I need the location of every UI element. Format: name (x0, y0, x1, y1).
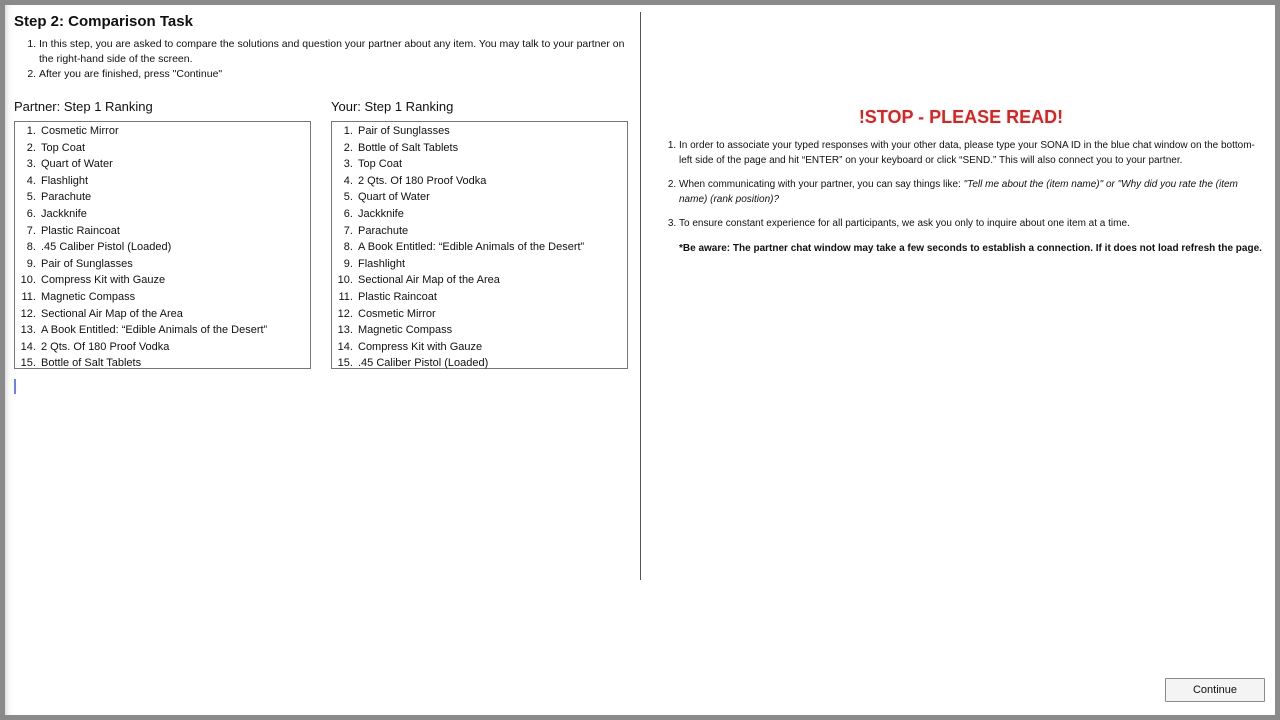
partner-rank-item: 9 . Pair of Sunglasses (15, 256, 310, 273)
partner-rank-label: Pair of Sunglasses (41, 257, 133, 270)
your-rank-item: 9 . Flashlight (332, 256, 627, 273)
partner-rank-label: Plastic Raincoat (41, 224, 120, 237)
instruction-list (14, 37, 639, 83)
notice-rules (661, 138, 1265, 240)
your-rank-item: 8 . A Book Entitled: “Edible Animals of the Desert” (332, 239, 627, 256)
your-rank-item: 5 . Quart of Water (332, 189, 627, 206)
your-rank-item: 4 . 2 Qts. Of 180 Proof Vodka (332, 173, 627, 190)
partner-rank-item: 2 . Top Coat (15, 140, 310, 157)
partner-ranking-list (14, 121, 311, 369)
partner-rank-label: Parachute (41, 191, 92, 204)
notice-rule-example: "Tell me about the (item name)" or "Why did you rate the (item name) (rank position)? (679, 179, 1238, 205)
partner-rank-item: 14 . 2 Qts. Of 180 Proof Vodka (15, 339, 310, 356)
your-rank-item: 7 . Parachute (332, 223, 627, 240)
your-rank-label: A Book Entitled: “Edible Animals of the Desert” (358, 241, 585, 254)
partner-rank-label: Sectional Air Map of the Area (41, 307, 183, 320)
your-rank-item: 14 . Compress Kit with Gauze (332, 339, 627, 356)
partner-rank-label: Quart of Water (41, 158, 113, 171)
partner-rank-label: Cosmetic Mirror (41, 125, 119, 137)
partner-rank-item: 6 . Jackknife (15, 206, 310, 223)
partner-rank-item: 1 . Cosmetic Mirror (15, 123, 310, 140)
partner-rank-item: 10 . Compress Kit with Gauze (15, 272, 310, 289)
text-cursor (14, 379, 16, 394)
continue-button[interactable]: Continue (1165, 678, 1265, 702)
your-rank-item: 15 . .45 Caliber Pistol (Loaded) (332, 355, 627, 372)
your-ranking-list (331, 121, 628, 369)
comparison-panel (14, 5, 644, 579)
your-rank-item: 3 . Top Coat (332, 156, 627, 173)
partner-rank-label: A Book Entitled: “Edible Animals of the Desert” (41, 324, 268, 337)
your-rank-label: Flashlight (358, 257, 406, 270)
step-title: Step 2: Comparison Task (14, 13, 193, 30)
your-rank-label: Cosmetic Mirror (358, 307, 436, 320)
your-rank-item: 11 . Plastic Raincoat (332, 289, 627, 306)
your-rank-label: .45 Caliber Pistol (Loaded) (358, 357, 489, 370)
notice-panel (661, 5, 1265, 305)
your-rank-item: 10 . Sectional Air Map of the Area (332, 272, 627, 289)
your-rank-label: 2 Qts. Of 180 Proof Vodka (358, 174, 487, 187)
partner-rank-item: 8 . .45 Caliber Pistol (Loaded) (15, 239, 310, 256)
notice-rule (679, 177, 1265, 207)
partner-rank-label: 2 Qts. Of 180 Proof Vodka (41, 340, 170, 353)
connection-warning: *Be aware: The partner chat window may take a few seconds to establish a connection. If it does not load refresh the page. (679, 243, 1262, 254)
your-rank-label: Quart of Water (358, 191, 430, 204)
notice-rule-text: When communicating with your partner, you can say things like: (679, 179, 964, 190)
your-rank-label: Magnetic Compass (358, 324, 453, 337)
partner-rank-item: 5 . Parachute (15, 189, 310, 206)
your-rank-item: 6 . Jackknife (332, 206, 627, 223)
your-rank-label: Compress Kit with Gauze (358, 340, 483, 353)
partner-rank-item: 13 . A Book Entitled: “Edible Animals of the Desert” (15, 322, 310, 339)
partner-rank-item: 11 . Magnetic Compass (15, 289, 310, 306)
partner-rank-label: .45 Caliber Pistol (Loaded) (41, 241, 172, 254)
your-ranking-heading: Your: Step 1 Ranking (331, 99, 454, 114)
partner-rank-item: 4 . Flashlight (15, 173, 310, 190)
partner-rank-item: 15 . Bottle of Salt Tablets (15, 355, 310, 372)
partner-rank-item: 3 . Quart of Water (15, 156, 310, 173)
partner-rank-label: Flashlight (41, 174, 89, 187)
your-rank-label: Parachute (358, 224, 409, 237)
page-frame (5, 5, 1275, 715)
partner-rank-label: Bottle of Salt Tablets (41, 357, 142, 370)
partner-rank-item: 7 . Plastic Raincoat (15, 223, 310, 240)
your-rank-item: 1 . Pair of Sunglasses (332, 123, 627, 140)
your-rank-label: Top Coat (358, 158, 403, 171)
partner-rank-label: Magnetic Compass (41, 290, 136, 303)
instruction-item: 1. In this step, you are asked to compare the solutions and question your partner about any item. You may talk to your partner on the right-hand side of the screen. (39, 37, 639, 66)
your-rank-label: Bottle of Salt Tablets (358, 141, 459, 154)
stop-notice-title: !STOP - PLEASE READ! (858, 107, 1064, 127)
your-rank-label: Sectional Air Map of the Area (358, 274, 500, 287)
panel-divider (640, 12, 641, 580)
notice-rule: 3. To ensure constant experience for all participants, we ask you only to inquire about one item at a time. (679, 216, 1265, 231)
partner-rank-item: 12 . Sectional Air Map of the Area (15, 306, 310, 323)
partner-ranking-heading: Partner: Step 1 Ranking (14, 99, 153, 114)
your-rank-item: 12 . Cosmetic Mirror (332, 306, 627, 323)
partner-rank-label: Jackknife (41, 207, 87, 220)
notice-rule: 1. In order to associate your typed responses with your other data, please type your SONA ID in the blue chat window on the bottom-left side of the page and hit “ENTER” on your keyboard or click “SEND.” This will also connect you to your partner. (679, 138, 1265, 168)
your-rank-item: 13 . Magnetic Compass (332, 322, 627, 339)
your-rank-label: Plastic Raincoat (358, 290, 437, 303)
instruction-item: 2. After you are finished, press "Continue" (39, 67, 639, 82)
your-rank-item: 2 . Bottle of Salt Tablets (332, 140, 627, 157)
partner-rank-label: Compress Kit with Gauze (41, 274, 166, 287)
partner-rank-label: Top Coat (41, 141, 86, 154)
your-rank-label: Jackknife (358, 207, 404, 220)
your-rank-label: Pair of Sunglasses (358, 125, 450, 137)
